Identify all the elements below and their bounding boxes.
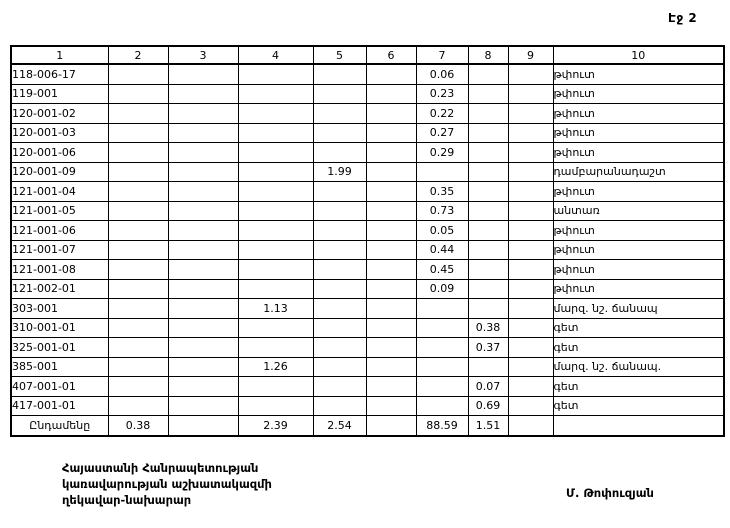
- table-cell: [108, 260, 168, 280]
- table-cell: [508, 182, 553, 202]
- table-cell: [108, 143, 168, 163]
- table-cell: [416, 318, 468, 338]
- table-row: [11, 318, 724, 338]
- table-cell: [313, 221, 366, 241]
- column-header: 3: [168, 46, 238, 64]
- table-cell: [468, 162, 508, 182]
- table-cell: 0.73: [416, 201, 468, 221]
- table-cell: [508, 338, 553, 358]
- total-row: [11, 416, 724, 436]
- table-cell: [238, 123, 313, 143]
- table-cell: [508, 201, 553, 221]
- table-row: [11, 201, 724, 221]
- table-cell: թփուտ: [553, 260, 724, 280]
- table-row: [11, 64, 724, 84]
- table-cell: [313, 143, 366, 163]
- table-cell: 0.05: [416, 221, 468, 241]
- table-cell: [508, 64, 553, 84]
- table-cell: [366, 143, 416, 163]
- table-cell: 121-001-05: [11, 201, 108, 221]
- table-cell: [168, 279, 238, 299]
- table-cell: [238, 64, 313, 84]
- table-cell: [366, 162, 416, 182]
- table-cell: 0.37: [468, 338, 508, 358]
- table-cell: [366, 240, 416, 260]
- table-cell: [508, 84, 553, 104]
- table-cell: թփուտ: [553, 221, 724, 241]
- table-cell: գետ: [553, 338, 724, 358]
- table-cell: [108, 279, 168, 299]
- table-cell: [108, 104, 168, 124]
- table-cell: 121-002-01: [11, 279, 108, 299]
- table-cell: [168, 357, 238, 377]
- table-cell: [508, 416, 553, 436]
- table-cell: [313, 182, 366, 202]
- table-cell: [168, 104, 238, 124]
- table-cell: [366, 279, 416, 299]
- table-cell: [168, 123, 238, 143]
- table-row: [11, 279, 724, 299]
- table-cell: [108, 240, 168, 260]
- table-cell: [168, 182, 238, 202]
- table-cell: թփուտ: [553, 104, 724, 124]
- table-cell: 120-001-02: [11, 104, 108, 124]
- table-cell: [366, 396, 416, 416]
- table-row: [11, 104, 724, 124]
- table-cell: [168, 64, 238, 84]
- table-cell: [168, 240, 238, 260]
- table-cell: [168, 299, 238, 319]
- table-cell: [108, 299, 168, 319]
- table-body: [11, 64, 724, 436]
- table-cell: [168, 396, 238, 416]
- table-cell: [416, 162, 468, 182]
- table-cell: [468, 201, 508, 221]
- table-cell: [313, 64, 366, 84]
- table-cell: 385-001: [11, 357, 108, 377]
- table-cell: [168, 318, 238, 338]
- table-cell: [108, 162, 168, 182]
- column-header: 8: [468, 46, 508, 64]
- table-cell: 0.27: [416, 123, 468, 143]
- table-cell: [508, 396, 553, 416]
- table-cell: [366, 260, 416, 280]
- table-cell: [313, 260, 366, 280]
- table-cell: 0.23: [416, 84, 468, 104]
- table-cell: 88.59: [416, 416, 468, 436]
- table-cell: 118-006-17: [11, 64, 108, 84]
- table-cell: [168, 162, 238, 182]
- table-cell: [313, 279, 366, 299]
- table-cell: [508, 279, 553, 299]
- column-header: 7: [416, 46, 468, 64]
- table-cell: 0.22: [416, 104, 468, 124]
- table-cell: [238, 84, 313, 104]
- table-cell: [468, 64, 508, 84]
- table-cell: [468, 240, 508, 260]
- table-row: [11, 357, 724, 377]
- table-cell: [108, 64, 168, 84]
- table-cell: [168, 260, 238, 280]
- table-cell: [468, 84, 508, 104]
- table-cell: [108, 396, 168, 416]
- table-row: [11, 299, 724, 319]
- table-cell: [508, 104, 553, 124]
- table-cell: [108, 201, 168, 221]
- table-row: [11, 221, 724, 241]
- table-cell: [313, 84, 366, 104]
- table-cell: 120-001-06: [11, 143, 108, 163]
- table-cell: [238, 279, 313, 299]
- table-cell: [238, 221, 313, 241]
- table-cell: 303-001: [11, 299, 108, 319]
- table-cell: թփուտ: [553, 123, 724, 143]
- table-cell: 1.99: [313, 162, 366, 182]
- table-cell: [108, 123, 168, 143]
- table-cell: [168, 143, 238, 163]
- table-cell: թփուտ: [553, 143, 724, 163]
- table-row: [11, 143, 724, 163]
- table-cell: 1.26: [238, 357, 313, 377]
- table-cell: [553, 416, 724, 436]
- table-cell: [508, 221, 553, 241]
- table-cell: Ընդամենը: [11, 416, 108, 436]
- table-row: [11, 240, 724, 260]
- table-cell: [366, 64, 416, 84]
- table-row: [11, 182, 724, 202]
- table-cell: [366, 201, 416, 221]
- table-cell: 2.39: [238, 416, 313, 436]
- table-cell: գետ: [553, 377, 724, 397]
- table-cell: [238, 182, 313, 202]
- parcel-table: [10, 45, 725, 437]
- table-cell: [468, 357, 508, 377]
- table-cell: 0.45: [416, 260, 468, 280]
- table-cell: [313, 396, 366, 416]
- table-cell: 325-001-01: [11, 338, 108, 358]
- issuer-title-block: [62, 460, 272, 508]
- table-cell: գետ: [553, 396, 724, 416]
- table-cell: [108, 357, 168, 377]
- table-cell: 0.29: [416, 143, 468, 163]
- table-cell: [238, 377, 313, 397]
- table-cell: [508, 299, 553, 319]
- table-cell: [238, 143, 313, 163]
- page-number-label: Էջ 2: [668, 11, 698, 25]
- table-cell: 120-001-03: [11, 123, 108, 143]
- table-cell: [468, 260, 508, 280]
- table-cell: 0.38: [468, 318, 508, 338]
- table-cell: [366, 338, 416, 358]
- table-cell: 0.69: [468, 396, 508, 416]
- table-cell: [238, 104, 313, 124]
- table-cell: անտառ: [553, 201, 724, 221]
- table-cell: [366, 84, 416, 104]
- table-row: [11, 338, 724, 358]
- table-cell: 407-001-01: [11, 377, 108, 397]
- table-cell: [238, 338, 313, 358]
- table-cell: [168, 84, 238, 104]
- table-cell: [416, 299, 468, 319]
- table-cell: 0.35: [416, 182, 468, 202]
- table-cell: [313, 318, 366, 338]
- table-cell: [508, 318, 553, 338]
- table-cell: [238, 162, 313, 182]
- table-cell: 310-001-01: [11, 318, 108, 338]
- table-cell: [168, 338, 238, 358]
- issuer-line: Հայաստանի Հանրապետության: [62, 461, 259, 475]
- table-cell: [468, 123, 508, 143]
- table-cell: 121-001-04: [11, 182, 108, 202]
- issuer-line: ղեկավար-նախարար: [62, 493, 192, 507]
- table-cell: թփուտ: [553, 64, 724, 84]
- table-cell: [366, 104, 416, 124]
- table-cell: [366, 416, 416, 436]
- table-cell: [238, 260, 313, 280]
- table-cell: 121-001-08: [11, 260, 108, 280]
- table-cell: [468, 221, 508, 241]
- column-header: 2: [108, 46, 168, 64]
- table-cell: 121-001-06: [11, 221, 108, 241]
- table-cell: 0.09: [416, 279, 468, 299]
- table-cell: 121-001-07: [11, 240, 108, 260]
- table-cell: [168, 416, 238, 436]
- table-cell: [108, 338, 168, 358]
- table-cell: [313, 123, 366, 143]
- table-cell: [416, 377, 468, 397]
- table-cell: [468, 104, 508, 124]
- table-cell: 1.13: [238, 299, 313, 319]
- table-cell: [468, 279, 508, 299]
- table-cell: [366, 357, 416, 377]
- column-header: 9: [508, 46, 553, 64]
- table-cell: մարզ. նշ. ճանապ: [553, 299, 724, 319]
- table-cell: [416, 357, 468, 377]
- table-cell: [238, 396, 313, 416]
- table-cell: [366, 299, 416, 319]
- table-cell: [366, 318, 416, 338]
- column-header: 6: [366, 46, 416, 64]
- table-row: [11, 260, 724, 280]
- table-cell: 2.54: [313, 416, 366, 436]
- table-cell: [313, 299, 366, 319]
- signatory-name: Մ. Թոփուզյան: [566, 486, 654, 500]
- table-cell: թփուտ: [553, 240, 724, 260]
- table-cell: թփուտ: [553, 279, 724, 299]
- table-cell: [108, 221, 168, 241]
- column-header: 10: [553, 46, 724, 64]
- table-cell: թփուտ: [553, 84, 724, 104]
- table-cell: [508, 377, 553, 397]
- table-row: [11, 377, 724, 397]
- table-cell: [313, 338, 366, 358]
- table-cell: [508, 162, 553, 182]
- table-cell: 0.44: [416, 240, 468, 260]
- table-header-row: [11, 46, 724, 64]
- table-cell: [416, 396, 468, 416]
- table-cell: [168, 201, 238, 221]
- table-cell: [313, 357, 366, 377]
- table-cell: [313, 201, 366, 221]
- column-header: 1: [11, 46, 108, 64]
- issuer-line: կառավարության աշխատակազմի: [62, 477, 272, 491]
- table-cell: 120-001-09: [11, 162, 108, 182]
- table-cell: [168, 221, 238, 241]
- table-row: [11, 396, 724, 416]
- table-cell: 1.51: [468, 416, 508, 436]
- table-cell: [416, 338, 468, 358]
- table-row: [11, 123, 724, 143]
- table-cell: [313, 104, 366, 124]
- table-cell: [238, 201, 313, 221]
- table-cell: [508, 143, 553, 163]
- table-cell: գետ: [553, 318, 724, 338]
- table-cell: [313, 377, 366, 397]
- table-row: [11, 162, 724, 182]
- column-header: 4: [238, 46, 313, 64]
- table-cell: 119-001: [11, 84, 108, 104]
- table-cell: [366, 377, 416, 397]
- table-row: [11, 84, 724, 104]
- table-cell: մարզ. նշ. ճանապ.: [553, 357, 724, 377]
- table-cell: 0.07: [468, 377, 508, 397]
- table-cell: [508, 357, 553, 377]
- table-cell: թփուտ: [553, 182, 724, 202]
- table-cell: [366, 221, 416, 241]
- column-header: 5: [313, 46, 366, 64]
- table-cell: 0.06: [416, 64, 468, 84]
- table-cell: [238, 318, 313, 338]
- table-cell: [366, 123, 416, 143]
- table-cell: [468, 299, 508, 319]
- table-cell: [108, 377, 168, 397]
- table-cell: [508, 240, 553, 260]
- table-cell: [508, 123, 553, 143]
- table-cell: [108, 318, 168, 338]
- table-cell: [366, 182, 416, 202]
- table-cell: [508, 260, 553, 280]
- table-cell: 0.38: [108, 416, 168, 436]
- table-cell: 417-001-01: [11, 396, 108, 416]
- table-cell: [238, 240, 313, 260]
- table-cell: [108, 84, 168, 104]
- table-cell: [468, 143, 508, 163]
- table-cell: [468, 182, 508, 202]
- table-cell: դամբարանադաշտ: [553, 162, 724, 182]
- table-cell: [313, 240, 366, 260]
- table-cell: [108, 182, 168, 202]
- table-cell: [168, 377, 238, 397]
